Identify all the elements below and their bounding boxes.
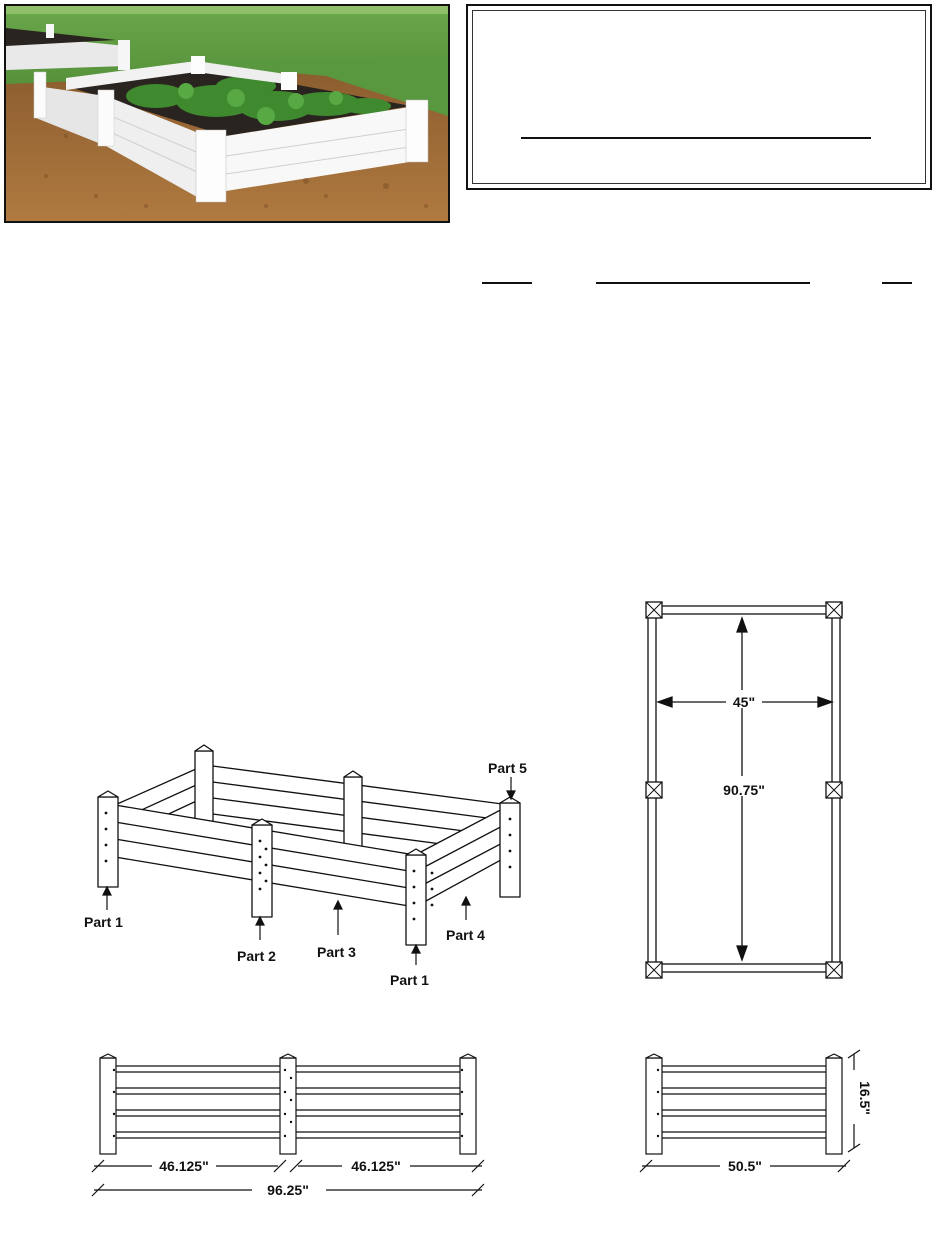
- label-part1-left: Part 1: [84, 914, 123, 930]
- end-width-dimension: 50.5": [728, 1158, 762, 1174]
- end-height-dimension: 16.5": [857, 1081, 873, 1115]
- top-view-drawing: [638, 598, 858, 998]
- label-part4: Part 4: [446, 927, 485, 943]
- side-elevation-drawing: [88, 1048, 498, 1208]
- side-total-dimension: 96.25": [267, 1182, 309, 1198]
- parts-header-rule-qty: [882, 282, 912, 284]
- top-length-dimension: 90.75": [723, 782, 765, 798]
- label-part1-front: Part 1: [390, 972, 429, 988]
- label-part2: Part 2: [237, 948, 276, 964]
- garden-photo-illustration: [6, 6, 448, 221]
- garden-photo: [4, 4, 450, 223]
- top-width-dimension: 45": [732, 694, 756, 710]
- side-section-dimension-right: 46.125": [351, 1158, 401, 1174]
- isometric-assembly-drawing: [70, 735, 540, 995]
- parts-header-rule-part: [482, 282, 532, 284]
- title-box: [466, 4, 932, 190]
- side-section-dimension-left: 46.125": [159, 1158, 209, 1174]
- end-elevation-drawing: [638, 1048, 878, 1188]
- title-underline: [521, 137, 871, 139]
- title-box-inner-border: [472, 10, 926, 184]
- parts-header-rule-description: [596, 282, 810, 284]
- label-part5: Part 5: [488, 760, 527, 776]
- label-part3: Part 3: [317, 944, 356, 960]
